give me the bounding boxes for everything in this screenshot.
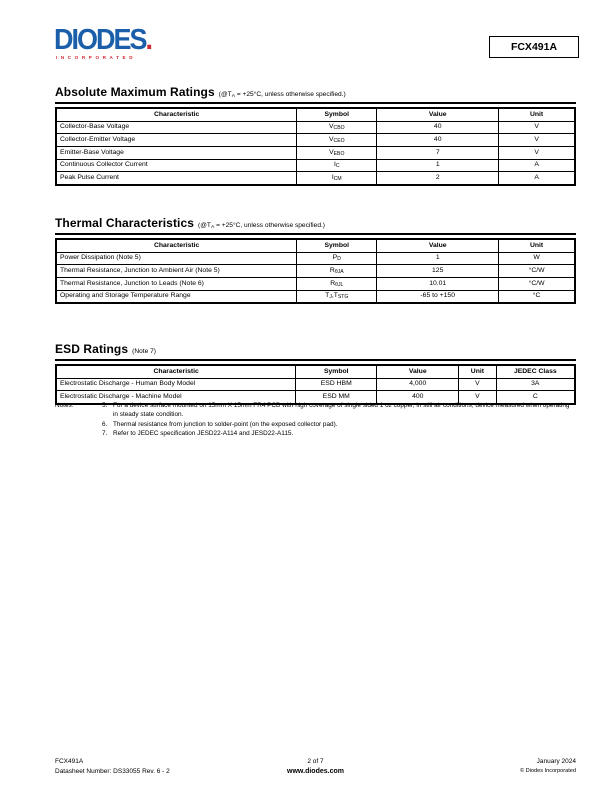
symbol-cell: $V_{CBO}$ xyxy=(297,121,377,134)
characteristic-cell: Collector-Emitter Voltage xyxy=(56,134,297,147)
column-header: Characteristic xyxy=(56,239,297,252)
unit-cell: A xyxy=(499,159,575,172)
jedec-cell: C xyxy=(496,391,575,404)
symbol-cell: $I_{CM}$ xyxy=(297,172,377,185)
value-cell: 7 xyxy=(377,147,499,160)
table-header-row xyxy=(56,239,575,252)
footer-website-link[interactable]: www.diodes.com xyxy=(287,767,344,775)
notes-label: Notes: xyxy=(55,402,74,409)
characteristic-cell: Thermal Resistance, Junction to Ambient Air (Note 5) xyxy=(56,265,297,278)
footer-date: January 2024 xyxy=(536,758,577,765)
section-title: Absolute Maximum Ratings xyxy=(55,85,215,99)
column-header: Unit xyxy=(459,365,496,378)
esd-ratings-table xyxy=(55,364,576,405)
value-cell: 40 xyxy=(377,121,499,134)
symbol-cell: $R_{\theta JA}$ xyxy=(297,265,377,278)
section-condition: ($@T_A = +25^\circ C$, unless otherwise specified.) xyxy=(218,91,346,99)
note-text: Refer to JEDEC specification JESD22-A114 and JESD22-A115. xyxy=(113,429,294,437)
table-row xyxy=(56,378,575,391)
unit-cell: °C/W xyxy=(499,265,575,278)
table-row xyxy=(56,121,575,134)
diodes-logo xyxy=(54,23,184,60)
unit-cell: W xyxy=(499,252,575,265)
column-header: Value xyxy=(377,108,499,121)
absolute-maximum-ratings-table xyxy=(55,107,576,186)
value-cell: -65 to +150 xyxy=(377,290,499,303)
section-absolute-maximum-ratings xyxy=(55,85,576,186)
value-cell: 4,000 xyxy=(377,378,459,391)
part-number-box xyxy=(489,36,579,58)
symbol-cell: $P_D$ xyxy=(297,252,377,265)
note-number: 7. xyxy=(102,429,108,437)
table-row xyxy=(56,290,575,303)
unit-cell: V xyxy=(499,134,575,147)
symbol-cell: ESD HBM xyxy=(296,378,377,391)
unit-cell: V xyxy=(499,147,575,160)
diodes-logo-wordmark: DIODES. xyxy=(54,23,152,56)
table-row xyxy=(56,265,575,278)
column-header: Value xyxy=(377,365,459,378)
column-header: Value xyxy=(377,239,499,252)
unit-cell: A xyxy=(499,172,575,185)
notes-section xyxy=(55,401,576,438)
characteristic-cell: Emitter-Base Voltage xyxy=(56,147,297,160)
unit-cell: °C/W xyxy=(499,278,575,291)
footer-right xyxy=(402,757,576,777)
symbol-cell: $I_C$ xyxy=(297,159,377,172)
table-header-row xyxy=(56,108,575,121)
column-header: Characteristic xyxy=(56,108,297,121)
note-text: For a device surface mounted on 15mm X 15mm FR4 PCB with high coverage of single sided 1 oz copper, in still air conditions; device measured when operating in steady state condition. xyxy=(113,402,570,419)
value-cell: 125 xyxy=(377,265,499,278)
table-row xyxy=(56,134,575,147)
symbol-cell: $T_J,T_{STG}$ xyxy=(297,290,377,303)
symbol-cell: $V_{CEO}$ xyxy=(297,134,377,147)
table-header-row xyxy=(56,365,575,378)
column-header: JEDEC Class xyxy=(496,365,575,378)
jedec-cell: 3A xyxy=(496,378,575,391)
section-heading xyxy=(55,216,576,235)
section-condition: (Note 7) xyxy=(132,348,156,355)
note-number: 6. xyxy=(102,420,108,428)
unit-cell: V xyxy=(459,378,496,391)
table-row xyxy=(56,147,575,160)
value-cell: 1 xyxy=(377,252,499,265)
note-item xyxy=(102,401,576,420)
logo-incorporated-text: INCORPORATED xyxy=(56,54,137,60)
symbol-cell: $R_{\theta JL}$ xyxy=(297,278,377,291)
notes-list xyxy=(102,401,576,438)
symbol-cell: ESD MM xyxy=(296,391,377,404)
note-text: Thermal resistance from junction to solder-point (on the exposed collector pad). xyxy=(113,420,338,428)
footer-copyright: © Diodes Incorporated xyxy=(519,767,577,774)
characteristic-cell: Continuous Collector Current xyxy=(56,159,297,172)
footer-part-number: FCX491A xyxy=(55,758,84,765)
value-cell: 2 xyxy=(377,172,499,185)
section-thermal-characteristics xyxy=(55,216,576,304)
note-item xyxy=(102,429,576,438)
section-title: ESD Ratings xyxy=(55,342,129,356)
column-header: Unit xyxy=(499,108,575,121)
table-row xyxy=(56,278,575,291)
value-cell: 1 xyxy=(377,159,499,172)
table-row xyxy=(56,172,575,185)
symbol-cell: $V_{EBO}$ xyxy=(297,147,377,160)
table-row xyxy=(56,252,575,265)
characteristic-cell: Operating and Storage Temperature Range xyxy=(56,290,297,303)
page-footer xyxy=(55,757,576,777)
characteristic-cell: Collector-Base Voltage xyxy=(56,121,297,134)
value-cell: 400 xyxy=(377,391,459,404)
part-number: FCX491A xyxy=(510,41,558,53)
footer-datasheet-number: Datasheet Number: DS33055 Rev. 6 - 2 xyxy=(55,767,170,775)
footer-center xyxy=(229,757,403,777)
unit-cell: V xyxy=(499,121,575,134)
footer-left xyxy=(55,757,229,777)
column-header: Unit xyxy=(499,239,575,252)
column-header: Symbol xyxy=(296,365,377,378)
note-item xyxy=(102,420,576,429)
footer-page-number: 2 of 7 xyxy=(307,758,324,765)
unit-cell: °C xyxy=(499,290,575,303)
note-number: 5. xyxy=(102,402,108,409)
section-heading xyxy=(55,85,576,104)
unit-cell: V xyxy=(459,391,496,404)
characteristic-cell: Electrostatic Discharge - Machine Model xyxy=(56,391,296,404)
value-cell: 10.01 xyxy=(377,278,499,291)
characteristic-cell: Electrostatic Discharge - Human Body Model xyxy=(56,378,296,391)
column-header: Characteristic xyxy=(56,365,296,378)
characteristic-cell: Power Dissipation (Note 5) xyxy=(56,252,297,265)
section-condition: ($@T_A = +25^\circ C$, unless otherwise specified.) xyxy=(198,222,326,230)
table-row xyxy=(56,159,575,172)
section-heading xyxy=(55,342,576,361)
thermal-characteristics-table xyxy=(55,238,576,304)
characteristic-cell: Peak Pulse Current xyxy=(56,172,297,185)
section-esd-ratings xyxy=(55,342,576,405)
section-title: Thermal Characteristics xyxy=(55,216,195,230)
characteristic-cell: Thermal Resistance, Junction to Leads (Note 6) xyxy=(56,278,297,291)
value-cell: 40 xyxy=(377,134,499,147)
logo-dot: . xyxy=(145,23,152,56)
column-header: Symbol xyxy=(297,239,377,252)
column-header: Symbol xyxy=(297,108,377,121)
